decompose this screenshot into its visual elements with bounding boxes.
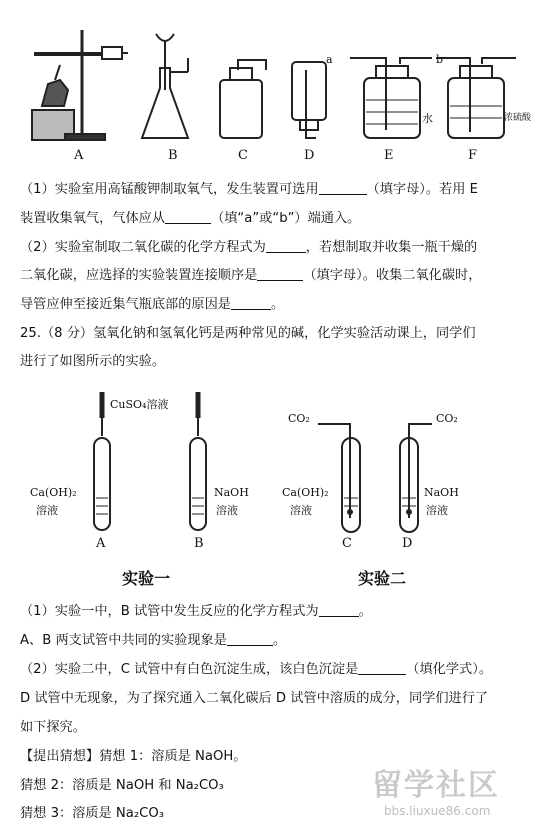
answer-blank[interactable] xyxy=(358,660,406,675)
apparatus-label-b: B xyxy=(168,148,178,163)
q25-2-line2: D 试管中无现象，为了探究通入二氧化碳后 D 试管中溶质的成分，同学们进行了 xyxy=(20,691,489,706)
q2-line2-text-end: （填字母）。收集二氧化碳时， xyxy=(303,268,482,283)
label-solution-c: 溶液 xyxy=(290,504,312,517)
answer-blank[interactable] xyxy=(257,266,303,281)
answer-blank[interactable] xyxy=(266,238,306,253)
caption-experiment-1: 实验一 xyxy=(122,569,171,588)
label-naoh-b: NaOH xyxy=(214,486,249,499)
q1-line2-text-end: （填“a”或“b”）端通入。 xyxy=(211,211,361,226)
q2-line1-text: （2）实验室制取二氧化碳的化学方程式为 xyxy=(20,240,266,255)
q25-2-line1 xyxy=(20,660,492,680)
q1-line1 xyxy=(20,180,478,200)
q2-line1-text-end: ，若想制取并收集一瓶干燥的 xyxy=(305,240,478,255)
answer-blank[interactable] xyxy=(227,631,273,646)
apparatus-label-a: A xyxy=(74,148,84,163)
dropper-a-drawing xyxy=(94,392,110,530)
caption-experiment-2: 实验二 xyxy=(358,569,407,588)
q2-line2-text: 二氧化碳，应选择的实验装置连接顺序是 xyxy=(20,268,258,283)
answer-blank[interactable] xyxy=(231,295,271,310)
label-solution-a: 溶液 xyxy=(36,504,58,517)
label-solution-d: 溶液 xyxy=(426,504,448,517)
q25-1-line1-text-end: 。 xyxy=(358,604,372,619)
label-e-water: 水 xyxy=(422,112,433,125)
apparatus-e-drawing xyxy=(350,58,432,138)
q2-line3 xyxy=(20,295,284,315)
hypothesis-3: 猜想 3：溶质是 Na₂CO₃ xyxy=(20,806,165,821)
experiment-figure xyxy=(80,388,490,548)
q25-1-line1-text: （1）实验一中，B 试管中发生反应的化学方程式为 xyxy=(20,604,319,619)
q25-1-line2-text: A、B 两支试管中共同的实验现象是 xyxy=(20,633,227,648)
label-e-b: b xyxy=(436,53,444,66)
apparatus-label-c: C xyxy=(238,148,248,163)
watermark-brand: 留学社区 xyxy=(372,768,500,803)
label-naoh-d: NaOH xyxy=(424,486,459,499)
q25-line2: 进行了如图所示的实验。 xyxy=(20,354,166,369)
apparatus-c-drawing xyxy=(220,60,266,138)
q25-line1: 25.（8 分）氢氧化钠和氢氧化钙是两种常见的碱，化学实验活动课上，同学们 xyxy=(20,326,476,341)
apparatus-figure xyxy=(20,20,530,170)
label-co2-left: CO₂ xyxy=(288,412,310,425)
q1-line1-text: （1）实验室用高锰酸钾制取氧气，发生装置可选用 xyxy=(20,182,319,197)
hypothesis-2: 猜想 2：溶质是 NaOH 和 Na₂CO₃ xyxy=(20,778,224,793)
q25-1-line1 xyxy=(20,602,372,622)
apparatus-f-drawing xyxy=(436,58,516,138)
q2-line2 xyxy=(20,266,481,286)
apparatus-a-drawing xyxy=(32,30,128,140)
experiment-label-c: C xyxy=(342,536,352,551)
apparatus-label-d: D xyxy=(304,148,315,163)
apparatus-b-drawing xyxy=(142,34,188,138)
experiment-label-a: A xyxy=(96,536,106,551)
watermark-url: bbs.liuxue86.com xyxy=(384,804,491,818)
answer-blank[interactable] xyxy=(165,209,211,224)
q25-2-line1-text-end: （填化学式）。 xyxy=(406,662,493,677)
label-caoh2-a: Ca(OH)₂ xyxy=(30,486,77,499)
label-f-acid: 浓硫酸 xyxy=(504,113,532,123)
q25-2-line3: 如下探究。 xyxy=(20,720,86,735)
q1-line1-text-end: （填字母）。若用 E xyxy=(366,182,478,197)
dropper-b-drawing xyxy=(190,392,206,530)
answer-blank[interactable] xyxy=(319,180,367,195)
answer-blank[interactable] xyxy=(319,602,359,617)
q2-line1 xyxy=(20,238,477,258)
q25-1-line2-text-end: 。 xyxy=(272,633,287,648)
apparatus-label-e: E xyxy=(384,148,394,163)
q1-line2-text: 装置收集氧气，气体应从 xyxy=(20,211,166,226)
q1-line2 xyxy=(20,209,360,229)
q2-line3-text-end: 。 xyxy=(271,297,285,312)
label-caoh2-c: Ca(OH)₂ xyxy=(282,486,329,499)
label-e-a: a xyxy=(326,53,333,66)
experiment-label-d: D xyxy=(402,536,413,551)
experiment-label-b: B xyxy=(194,536,204,551)
q25-2-line1-text: （2）实验二中，C 试管中有白色沉淀生成，该白色沉淀是 xyxy=(20,662,359,677)
label-solution-b: 溶液 xyxy=(216,504,238,517)
apparatus-label-f: F xyxy=(468,148,478,163)
hypothesis-1: 【提出猜想】猜想 1：溶质是 NaOH。 xyxy=(20,749,247,764)
apparatus-d-drawing xyxy=(292,62,326,138)
tube-c-drawing xyxy=(318,424,360,532)
label-co2-right: CO₂ xyxy=(436,412,458,425)
q25-1-line2 xyxy=(20,631,286,651)
label-cuso4: CuSO₄溶液 xyxy=(110,398,169,411)
q2-line3-text: 导管应伸至接近集气瓶底部的原因是 xyxy=(20,297,231,312)
